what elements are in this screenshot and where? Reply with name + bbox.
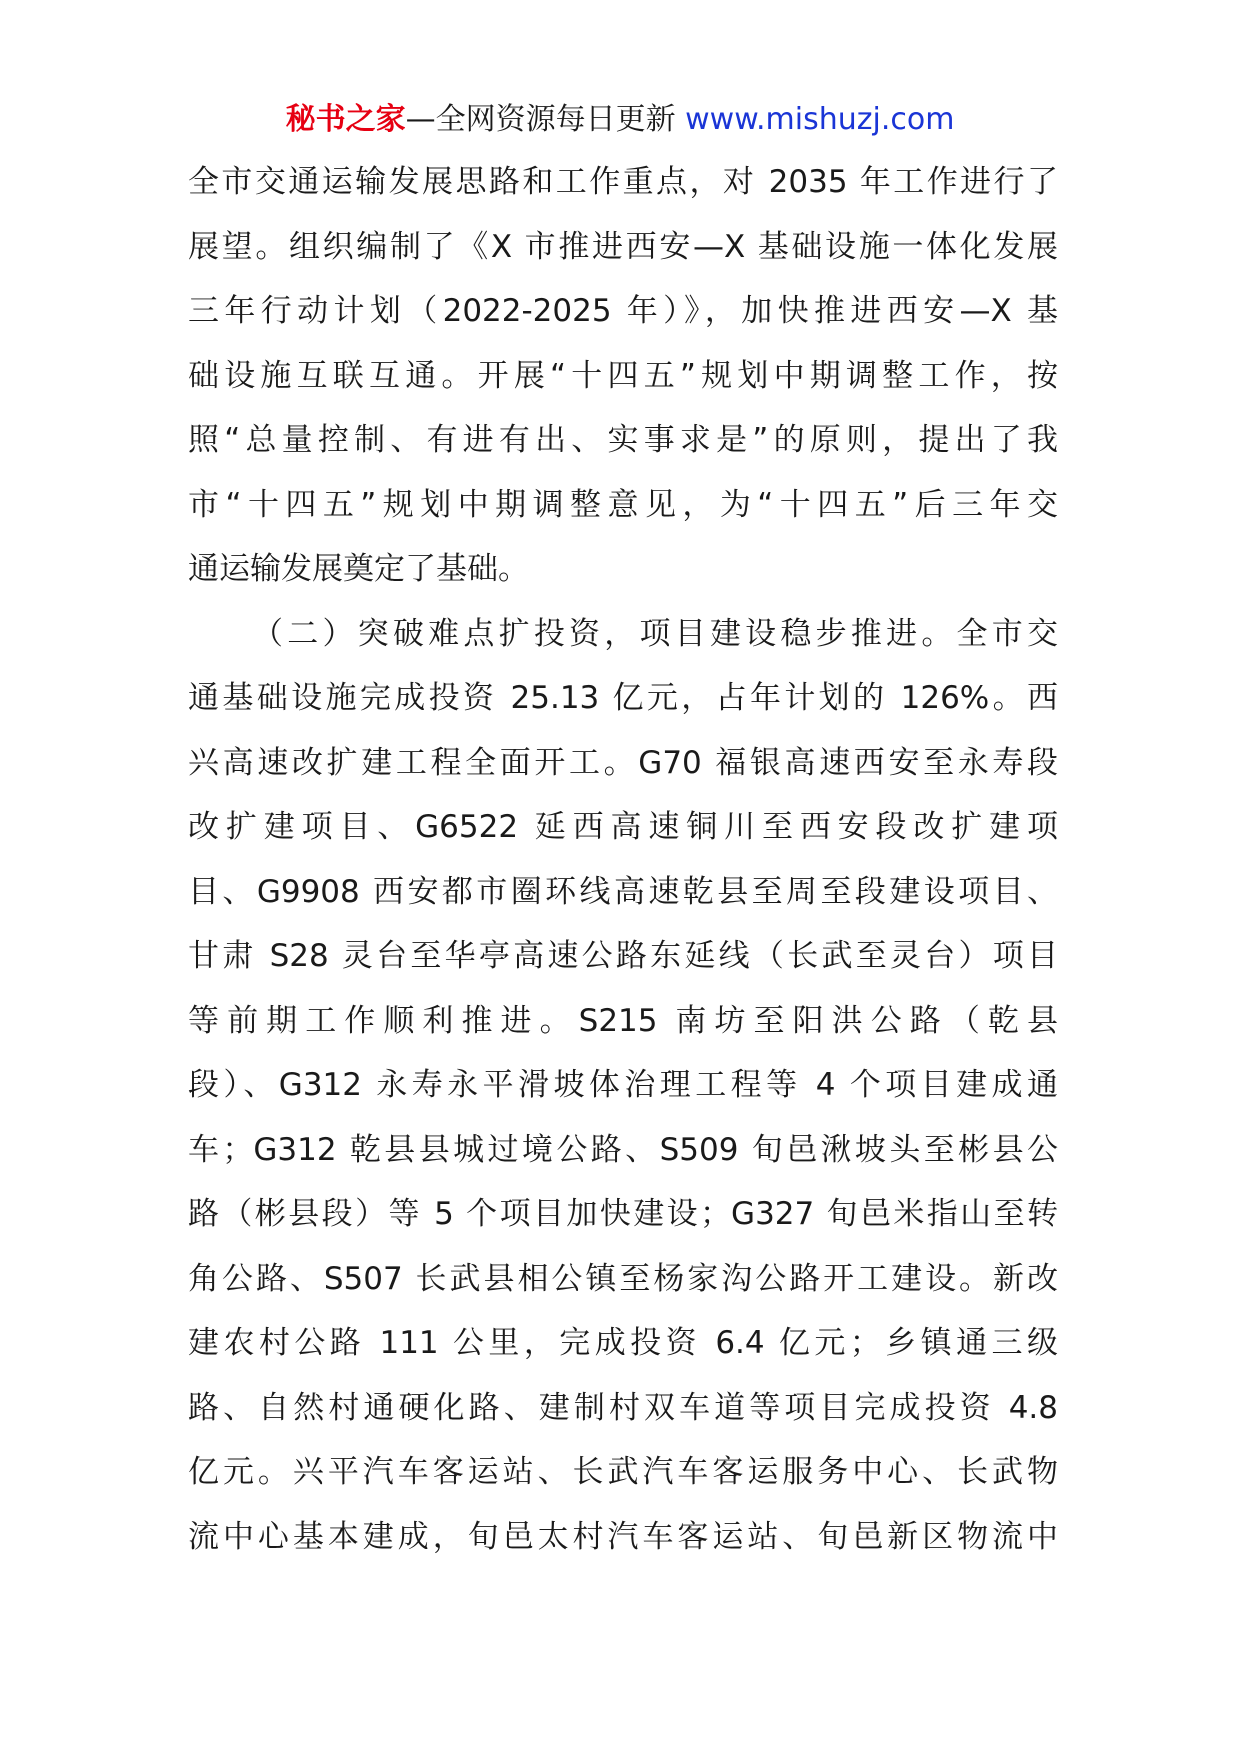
text-line: 路（彬县段）等 5 个项目加快建设；G327 旬邑米指山至转	[188, 1196, 1058, 1232]
text-line: 通基础设施完成投资 25.13 亿元，占年计划的 126%。西	[188, 680, 1058, 716]
paragraph	[188, 602, 1058, 1570]
paragraph	[188, 150, 1058, 602]
text-line: 兴高速改扩建工程全面开工。G70 福银高速西安至永寿段	[188, 744, 1058, 781]
text-line: 车；G312 乾县县城过境公路、S509 旬邑湫坡头至彬县公	[188, 1131, 1058, 1168]
text-line: 段）、G312 永寿永平滑坡体治理工程等 4 个项目建成通	[188, 1067, 1058, 1103]
site-header	[0, 100, 1240, 140]
text-line: 路、自然村通硬化路、建制村双车道等项目完成投资 4.8	[188, 1389, 1058, 1426]
site-url-link[interactable]: www.mishuzj.com	[685, 102, 955, 137]
header-tagline: —全网资源每日更新	[405, 102, 676, 137]
text-line: 流中心基本建成，旬邑太村汽车客运站、旬邑新区物流中	[188, 1518, 1058, 1555]
text-line: 全市交通运输发展思路和工作重点，对 2035 年工作进行了	[188, 164, 1058, 200]
text-line: 亿元。兴平汽车客运站、长武汽车客运服务中心、长武物	[188, 1454, 1058, 1490]
text-line: 市“十四五”规划中期调整意见，为“十四五”后三年交	[188, 486, 1058, 523]
text-line: 目、G9908 西安都市圈环线高速乾县至周至段建设项目、	[188, 873, 1058, 910]
brand-name: 秘书之家	[285, 102, 406, 137]
text-line: （二）突破难点扩投资，项目建设稳步推进。全市交	[252, 615, 1058, 652]
text-line: 础设施互联互通。开展“十四五”规划中期调整工作，按	[188, 357, 1058, 394]
text-line: 改扩建项目、G6522 延西高速铜川至西安段改扩建项	[188, 809, 1058, 845]
text-line: 通运输发展奠定了基础。	[188, 551, 529, 587]
text-line: 展望。组织编制了《X 市推进西安—X 基础设施一体化发展	[188, 228, 1058, 265]
text-line: 三年行动计划（2022-2025 年）》，加快推进西安—X 基	[188, 293, 1058, 329]
text-line: 角公路、S507 长武县相公镇至杨家沟公路开工建设。新改	[188, 1260, 1058, 1297]
text-line: 等前期工作顺利推进。S215 南坊至阳洪公路（乾县	[188, 1002, 1058, 1039]
document-body	[188, 150, 1058, 1569]
text-line: 甘肃 S28 灵台至华亭高速公路东延线（长武至灵台）项目	[188, 938, 1058, 974]
text-line: 建农村公路 111 公里，完成投资 6.4 亿元；乡镇通三级	[188, 1325, 1058, 1361]
text-line: 照“总量控制、有进有出、实事求是”的原则，提出了我	[188, 422, 1058, 458]
